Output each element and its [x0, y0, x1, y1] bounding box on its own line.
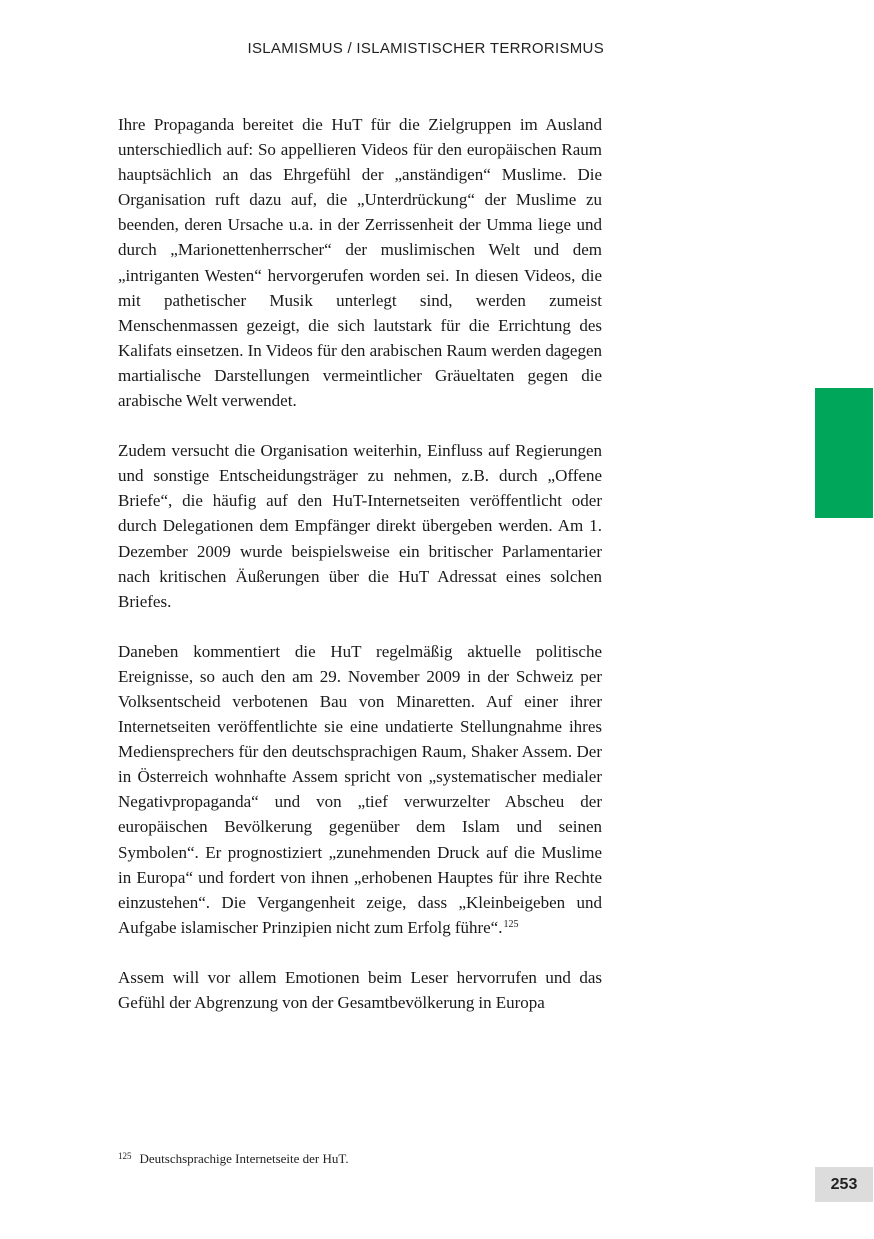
chapter-tab-marker	[815, 388, 873, 518]
paragraph-1: Ihre Propaganda bereitet die HuT für die Zielgruppen im Ausland unterschiedlich auf: So appellieren Videos für den europäischen Raum hauptsächlich an das Ehrgefühl der „anständigen“ Muslime. Die Organisation ruft dazu auf, die „Unterdrückung“ der Muslime zu beenden, deren Ursache u.a. in der Zerrissenheit der Umma liege und durch „Marionettenherrscher“ der muslimischen Welt und dem „intriganten Westen“ hervorgerufen worden sei. In diesen Videos, die mit pathetischer Musik unterlegt sind, werden zumeist Menschenmassen gezeigt, die sich lautstark für die Errichtung des Kalifats einsetzen. In Videos für den arabischen Raum werden dagegen martialische Darstellungen vermeintlicher Gräueltaten gegen die arabische Welt verwendet.	[118, 115, 602, 411]
footnote	[118, 1151, 604, 1167]
paragraph-3	[118, 639, 602, 940]
footnote-number: 125	[118, 1151, 132, 1161]
footnote-reference: 125	[503, 918, 519, 930]
paragraph-3-text: Daneben kommentiert die HuT regelmäßig aktuelle politische Ereignisse, so auch den am 29. November 2009 in der Schweiz per Volksentscheid verbotenen Bau von Minaretten. Auf einer ihrer Internetseiten veröffentlichte sie eine undatierte Stellungnahme ihres Mediensprechers für den deutschsprachigen Raum, Shaker Assem. Der in Österreich wohnhafte Assem spricht von „systematischer medialer Negativpropaganda“ und von „tief verwurzelter Abscheu der europäischen Bevölkerung gegenüber dem Islam und seinen Symbolen“. Er prognostiziert „zunehmenden Druck auf die Muslime in Europa“ und fordert von ihnen „erhobenen Hauptes für ihre Rechte einzustehen“. Die Vergangenheit zeige, dass „Kleinbeigeben und Aufgabe islamischer Prinzipien nicht zum Erfolg führe“.	[118, 641, 602, 937]
main-text	[118, 112, 602, 1015]
paragraph-4: Assem will vor allem Emotionen beim Leser hervorrufen und das Gefühl der Abgrenzung von der Gesamtbevölkerung in Europa	[118, 967, 602, 1012]
running-header: ISLAMISMUS / ISLAMISTISCHER TERRORISMUS	[247, 40, 604, 57]
page-number: 253	[815, 1167, 873, 1202]
paragraph-2: Zudem versucht die Organisation weiterhin, Einfluss auf Regierungen und sonstige Entscheidungsträger zu nehmen, z.B. durch „Offene Briefe“, die häufig auf den HuT-Internetseiten veröffentlicht oder durch Delegationen dem Empfänger direkt übergeben werden. Am 1. Dezember 2009 wurde beispielsweise ein britischer Parlamentarier nach kritischen Äußerungen über die HuT Adressat eines solchen Briefes.	[118, 441, 602, 611]
footnote-text: Deutschsprachige Internetseite der HuT.	[139, 1151, 349, 1166]
